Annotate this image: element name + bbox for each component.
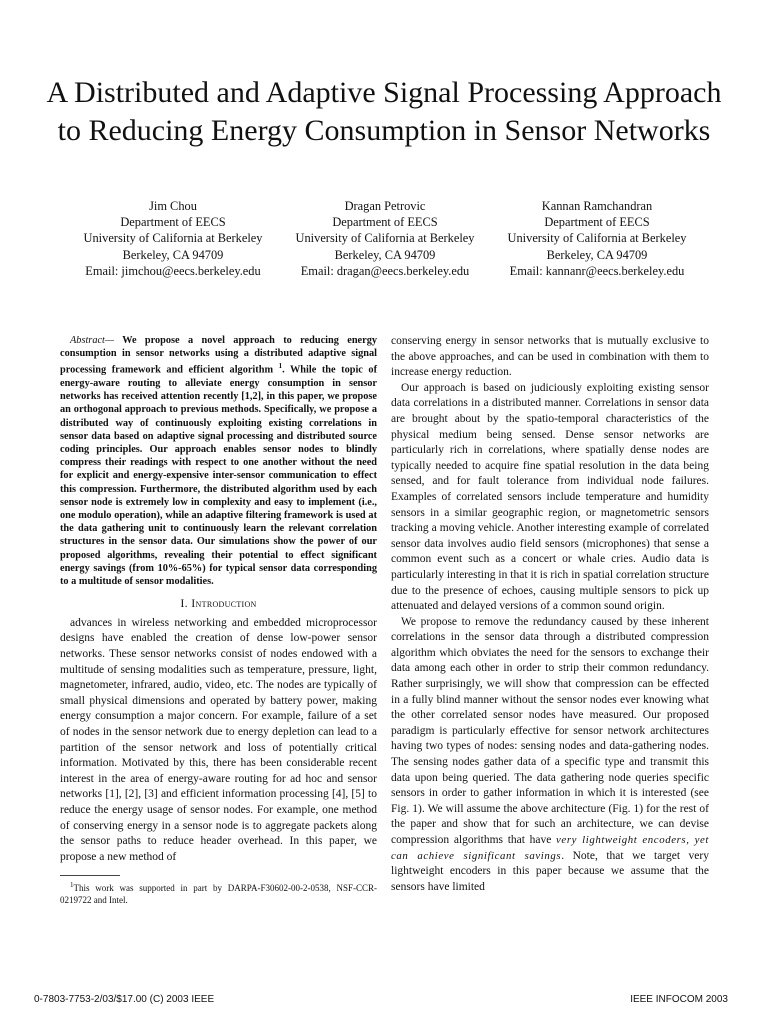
author-univ: University of California at Berkeley <box>83 231 263 246</box>
abstract <box>60 334 377 588</box>
author-univ: University of California at Berkeley <box>507 231 687 246</box>
emphasis-text: very lightweight encoders, yet can achieve significant savings <box>391 834 709 862</box>
author-dept: Department of EECS <box>544 215 650 230</box>
author-email: Email: kannanr@eecs.berkeley.edu <box>509 263 685 278</box>
author-city: Berkeley, CA 94709 <box>334 247 436 262</box>
author-univ: University of California at Berkeley <box>295 231 475 246</box>
footer-copyright: 0-7803-7753-2/03/$17.00 (C) 2003 IEEE <box>34 994 215 1005</box>
footnote-number: 1 <box>70 881 74 890</box>
author-email: Email: dragan@eecs.berkeley.edu <box>300 263 470 278</box>
footer-venue: IEEE INFOCOM 2003 <box>630 994 728 1005</box>
footnote-rule <box>60 875 120 876</box>
paper-title: A Distributed and Adaptive Signal Processing Approach to Reducing Energy Consumption in Sensor Networks <box>46 76 722 147</box>
author-1 <box>68 198 278 279</box>
right-column <box>391 334 709 895</box>
abstract-text-cont: . While the topic of energy-aware routing to alleviate energy consumption in sensor networks has received attention recently [1,2], in this paper, we propose an orthogonal approach to previous methods. Specifically, we propose a distributed way of continuously exploiting existing correlations in sensor data based on adaptive signal processing and distributed source coding principles. Our approach enables sensor nodes to blindly compress their readings with respect to one another without the need for explicit and energy-expensive inter-sensor communication to effect this compression. Furthermore, the distributed algorithm used by each sensor node is extremely low in complexity and easy to implement (i.e., one modulo operation), while an adaptive filtering framework is used at the data gathering unit to continuously learn the relevant correlation structures in the sensor data. Our simulations show the power of our proposed algorithms, revealing their potential to effect significant energy savings (from 10%-65%) for typical sensor data corresponding to a multitude of sensor modalities. <box>60 364 377 588</box>
footnote-text: This work was supported in part by DARPA-F30602-00-2-0538, NSF-CCR-0219722 and Intel. <box>60 883 377 905</box>
footnote <box>60 880 377 906</box>
left-column <box>60 334 377 906</box>
section-number: I. <box>180 596 192 611</box>
abstract-label: Abstract— <box>70 335 115 346</box>
footnote-marker: 1 <box>278 362 283 371</box>
author-dept: Department of EECS <box>120 215 226 230</box>
abstract-text: We propose a novel approach to reducing energy consumption in sensor networks using a distributed adaptive signal processing framework and efficient algorithm <box>60 335 377 376</box>
author-name: Kannan Ramchandran <box>541 199 653 213</box>
author-2 <box>280 198 490 279</box>
right-paragraph-1: Our approach is based on judiciously exploiting existing sensor data correlations in a distributed manner. Correlations in sensor data are brought about by the spatio-temporal characteristics of the physical medium being sensed. Dense sensor networks are particularly rich in correlations, where spatially dense nodes are typically needed to acquire fine spatial resolution in the data being sensed, and for fault tolerance from individual node failures. Examples of correlated sensors include temperature and humidity sensors in a similar geographic region, or magnetometric sensors tracking a moving vehicle. Another interesting example of correlated sensor data involves audio field sensors (microphones) that sense a common event such as a concert or whale cries. Audio data is particularly interesting in that it is rich in spatial correlation structure due to the presence of echoes, causing multiple sensors to pick up attenuated and delayed versions of a common sound origin. <box>391 381 709 613</box>
author-city: Berkeley, CA 94709 <box>122 247 224 262</box>
author-block <box>68 198 708 288</box>
author-email: Email: jimchou@eecs.berkeley.edu <box>85 263 261 278</box>
author-city: Berkeley, CA 94709 <box>546 247 648 262</box>
author-3 <box>492 198 702 279</box>
right-paragraph-2-cont: . Note, that we target very lightweight encoders in this paper because we assume that the sensors have limited <box>391 849 709 893</box>
right-paragraph-2 <box>391 615 709 896</box>
author-name: Dragan Petrovic <box>344 199 426 213</box>
right-paragraph-0: conserving energy in sensor networks that is mutually exclusive to the above approaches, and can be used in combination with them to increase energy reduction. <box>391 335 709 379</box>
section-title: Introduction <box>191 596 257 611</box>
right-paragraph-2-text: We propose to remove the redundancy caused by these inherent correlations in the sensor data through a distributed compression algorithm which obviates the need for the sensors to exchange their data among each other in order to strip their common redundancy. Rather surprisingly, we will show that compression can be effected in a fully blind manner without the sensor nodes ever knowing what the other correlated sensor nodes have measured. Our proposed paradigm is particularly effective for sensor network architectures having two types of nodes: sensing nodes and data-gathering nodes. The sensing nodes gather data of a specific type and transmit this data upon being queried. The data gathering node queries specific sensors in order to gather information in which it is interested (see Fig. 1). We will assume the above architecture (Fig. 1) for the rest of the paper and show that for such an architecture, we can devise compression algorithms that have <box>391 615 709 846</box>
intro-paragraph: advances in wireless networking and embedded microprocessor designs have enabled the creation of dense low-power sensor networks. These sensor networks consist of nodes endowed with a multitude of sensing modalities such as temperature, pressure, light, magnetometer, infrared, audio, video, etc. The nodes are typically of small physical dimensions and operated by battery power, making energy consumption a major concern. For example, failure of a set of nodes in the sensor network due to energy depletion can lead to a partition of the sensor network and loss of potentially critical information. Motivated by this, there has been considerable recent interest in the area of energy-aware routing for ad hoc and sensor networks [1], [2], [3] and efficient information processing [4], [5] to reduce the energy usage of sensor nodes. For example, one method of conserving energy in a sensor node is to aggregate packets along the sensor paths to reduce header overhead. In this paper, we propose a new method of <box>60 616 377 863</box>
author-dept: Department of EECS <box>332 215 438 230</box>
author-name: Jim Chou <box>149 199 197 213</box>
section-heading-introduction <box>60 596 377 612</box>
